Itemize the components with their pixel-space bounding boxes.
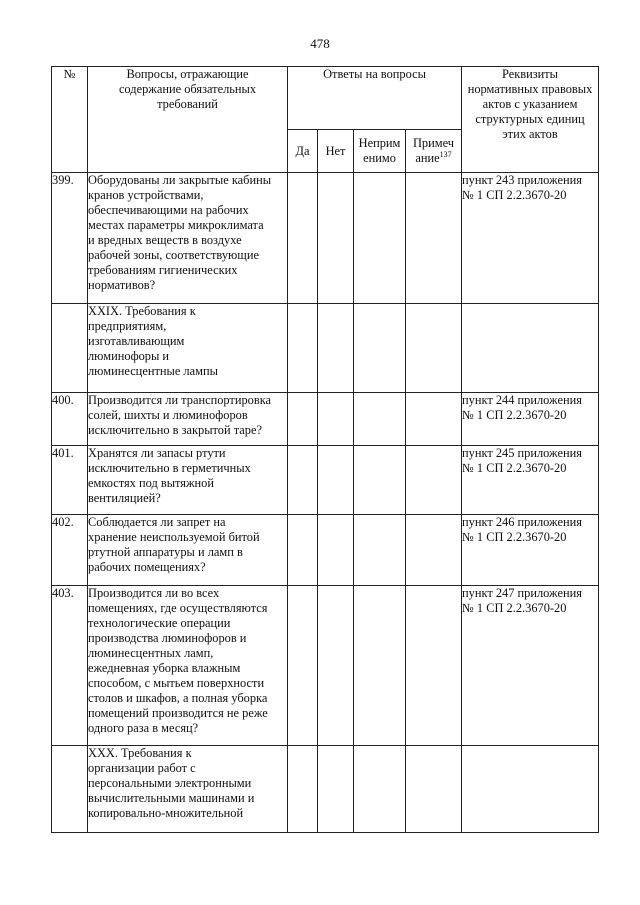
section-title: XXIX. Требования к предприятиям, изготавливающим люминофоры и люминесцентные лампы bbox=[88, 304, 288, 393]
table-row bbox=[52, 393, 599, 446]
header-answer-note: Примеч ание$^{137}$ bbox=[406, 130, 462, 173]
requirements-table bbox=[51, 66, 599, 833]
header-answer-not-applicable: Неприм енимо bbox=[354, 130, 406, 173]
section-title: XXX. Требования к организации работ с персональными электронными вычислительными машинами и копировально-множительной bbox=[88, 746, 288, 833]
footnote-marker: 137 bbox=[439, 149, 452, 159]
answer-na-cell[interactable] bbox=[354, 393, 406, 446]
row-question: Производится ли во всех помещениях, где осуществляются технологические операции производства люминофоров и люминесцентных ламп, ежедневная уборка влажным способом, с мытьем поверхности столов и шкафов, а полная уборка помещений производится не реже одного раза в месяц? bbox=[88, 586, 288, 746]
row-reference: пункт 244 приложения № 1 СП 2.2.3670-20 bbox=[462, 393, 599, 446]
answer-no-cell[interactable] bbox=[318, 446, 354, 515]
section-row bbox=[52, 304, 599, 393]
row-question: Производится ли транспортировка солей, шихты и люминофоров исключительно в закрытой таре? bbox=[88, 393, 288, 446]
row-question: Соблюдается ли запрет на хранение неиспользуемой битой ртутной аппаратуры и ламп в рабочих помещениях? bbox=[88, 515, 288, 586]
header-requisites: Реквизиты нормативных правовых актов с указанием структурных единиц этих актов bbox=[462, 67, 599, 173]
header-answer-yes: Да bbox=[288, 130, 318, 173]
answer-note-cell[interactable] bbox=[406, 446, 462, 515]
table-row bbox=[52, 515, 599, 586]
answer-na-cell[interactable] bbox=[354, 586, 406, 746]
header-number: № bbox=[52, 67, 88, 173]
answer-yes-cell[interactable] bbox=[288, 173, 318, 304]
header-answer-no: Нет bbox=[318, 130, 354, 173]
answer-note-cell[interactable] bbox=[406, 393, 462, 446]
row-reference: пункт 245 приложения № 1 СП 2.2.3670-20 bbox=[462, 446, 599, 515]
table-row bbox=[52, 173, 599, 304]
table-row bbox=[52, 446, 599, 515]
answer-no-cell[interactable] bbox=[318, 173, 354, 304]
answer-no-cell[interactable] bbox=[318, 586, 354, 746]
header-answers: Ответы на вопросы bbox=[288, 67, 462, 130]
table-row bbox=[52, 586, 599, 746]
row-number: 402. bbox=[52, 515, 88, 586]
row-question: Оборудованы ли закрытые кабины кранов устройствами, обеспечивающими на рабочих местах параметры микроклимата и вредных веществ в воздухе рабочей зоны, соответствующие требованиям гигиенических нормативов? bbox=[88, 173, 288, 304]
row-question: Хранятся ли запасы ртути исключительно в герметичных емкостях под вытяжной вентиляцией? bbox=[88, 446, 288, 515]
answer-na-cell[interactable] bbox=[354, 446, 406, 515]
answer-note-cell[interactable] bbox=[406, 173, 462, 304]
row-number: 399. bbox=[52, 173, 88, 304]
row-reference: пункт 243 приложения № 1 СП 2.2.3670-20 bbox=[462, 173, 599, 304]
answer-yes-cell[interactable] bbox=[288, 515, 318, 586]
row-number: 400. bbox=[52, 393, 88, 446]
answer-na-cell[interactable] bbox=[354, 515, 406, 586]
answer-na-cell[interactable] bbox=[354, 173, 406, 304]
answer-no-cell[interactable] bbox=[318, 393, 354, 446]
row-number: 401. bbox=[52, 446, 88, 515]
page-number: 478 bbox=[310, 36, 330, 51]
answer-yes-cell[interactable] bbox=[288, 393, 318, 446]
row-reference: пункт 247 приложения № 1 СП 2.2.3670-20 bbox=[462, 586, 599, 746]
row-number: 403. bbox=[52, 586, 88, 746]
answer-yes-cell[interactable] bbox=[288, 446, 318, 515]
answer-note-cell[interactable] bbox=[406, 586, 462, 746]
row-reference: пункт 246 приложения № 1 СП 2.2.3670-20 bbox=[462, 515, 599, 586]
answer-no-cell[interactable] bbox=[318, 515, 354, 586]
header-questions: Вопросы, отражающие содержание обязательных требований bbox=[88, 67, 288, 173]
answer-note-cell[interactable] bbox=[406, 515, 462, 586]
table-header bbox=[52, 67, 599, 173]
answer-yes-cell[interactable] bbox=[288, 586, 318, 746]
section-row bbox=[52, 746, 599, 833]
